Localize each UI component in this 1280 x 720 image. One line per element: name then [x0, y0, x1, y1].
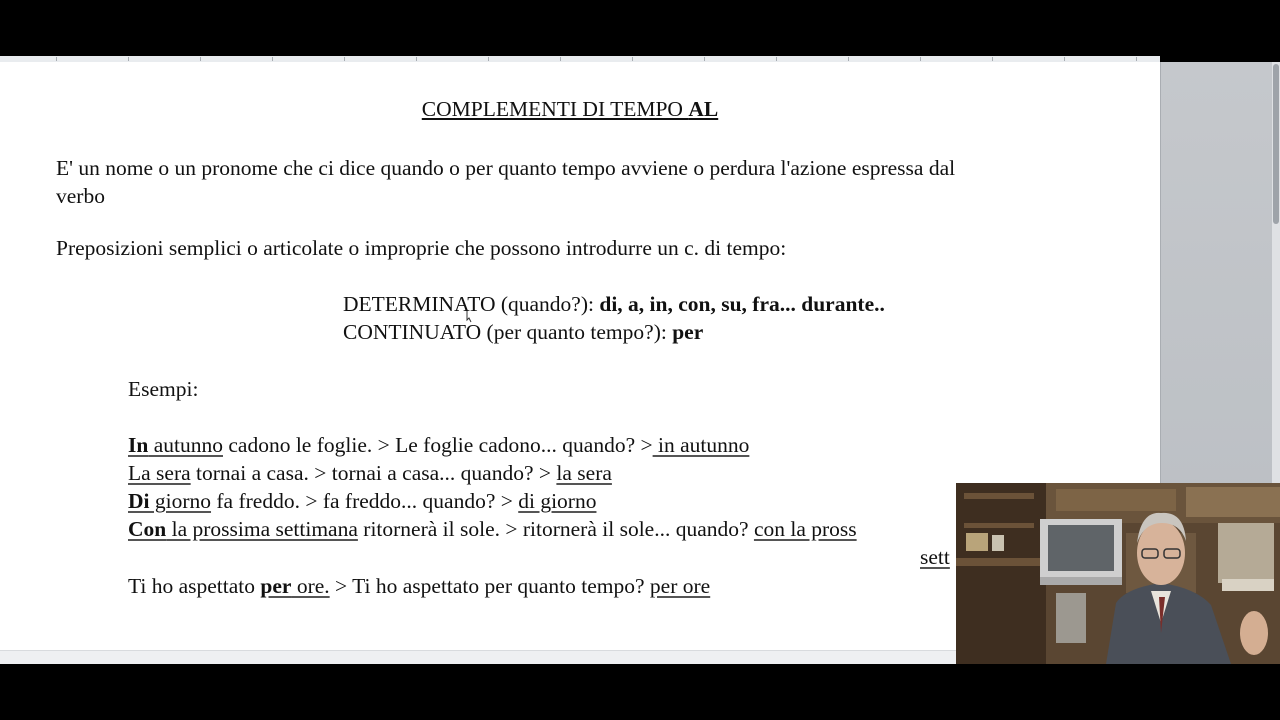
example-5 — [128, 572, 710, 600]
example-1-underlined: autunno — [148, 433, 223, 457]
ruler-tick — [272, 57, 273, 61]
example-4-bold: Con — [128, 517, 167, 541]
example-3 — [128, 487, 596, 515]
text-cursor-icon — [466, 310, 467, 320]
determinato-line — [343, 290, 885, 318]
ruler-tick — [560, 57, 561, 61]
continuato-line — [343, 318, 703, 346]
ruler-tick — [992, 57, 993, 61]
ruler-tick — [1064, 57, 1065, 61]
example-4-text: ritornerà il sole. > ritornerà il sole... quando? — [357, 517, 754, 541]
example-1-answer: in autunno — [652, 433, 750, 457]
example-4-answer-continued: sett — [920, 545, 950, 569]
example-2-underlined: La sera — [128, 461, 191, 485]
example-1-text: cadono le foglie. > Le foglie cadono... quando? > — [222, 433, 653, 457]
bottom-letterbox — [0, 664, 1280, 720]
ruler-tick — [1136, 57, 1137, 61]
ruler-tick — [704, 57, 705, 61]
ruler-tick — [776, 57, 777, 61]
definition-line-2: verbo — [56, 184, 105, 208]
example-3-text: fa freddo. > fa freddo... quando? > — [211, 489, 519, 513]
example-5-text: > Ti ho aspettato per quanto tempo? — [329, 574, 650, 598]
determinato-preps: di, a, in, con, su, fra... durante.. — [599, 292, 885, 316]
example-1 — [128, 431, 749, 459]
title-bold: AL — [688, 97, 719, 121]
prepositions-intro: Preposizioni semplici o articolate o improprie che possono introdurre un c. di tempo: — [56, 236, 787, 260]
ruler-tick — [344, 57, 345, 61]
definition-line-1: E' un nome o un pronome che ci dice quando o per quanto tempo avviene o perdura l'azione espressa dal — [56, 156, 956, 180]
example-3-underlined: giorno — [149, 489, 212, 513]
example-4-underlined: la prossima settimana — [166, 517, 358, 541]
page-title — [0, 97, 1140, 122]
top-letterbox — [0, 0, 1280, 56]
example-2 — [128, 459, 612, 487]
example-3-answer: di giorno — [518, 489, 597, 513]
example-4 — [128, 515, 857, 543]
example-1-bold: In — [128, 433, 149, 457]
example-4-wrap — [920, 543, 950, 571]
scrollbar-thumb[interactable] — [1273, 64, 1279, 224]
ruler-tick — [488, 57, 489, 61]
example-4-answer: con la pross — [753, 517, 857, 541]
example-5-bold: per — [260, 574, 292, 598]
ruler-tick — [56, 57, 57, 61]
example-2-answer: la sera — [556, 461, 612, 485]
ruler-tick — [920, 57, 921, 61]
presenter-video-icon — [956, 483, 1280, 664]
ruler-tick — [632, 57, 633, 61]
ruler-tick — [128, 57, 129, 61]
ruler-tick — [416, 57, 417, 61]
examples-heading: Esempi: — [128, 377, 199, 401]
ruler-tick — [200, 57, 201, 61]
ruler-tick — [848, 57, 849, 61]
example-5-answer: per ore — [649, 574, 711, 598]
example-2-text: tornai a casa. > tornai a casa... quando? > — [190, 461, 557, 485]
example-5-underlined: ore. — [291, 574, 330, 598]
continuato-label: CONTINUATO (per quanto tempo?): — [343, 320, 673, 344]
determinato-label: DETERMINATO (quando?): — [343, 292, 600, 316]
webcam-overlay — [956, 483, 1280, 664]
title-plain: COMPLEMENTI DI TEMPO — [421, 97, 689, 121]
example-3-bold: Di — [128, 489, 150, 513]
continuato-preps: per — [672, 320, 704, 344]
example-5-prefix: Ti ho aspettato — [128, 574, 261, 598]
